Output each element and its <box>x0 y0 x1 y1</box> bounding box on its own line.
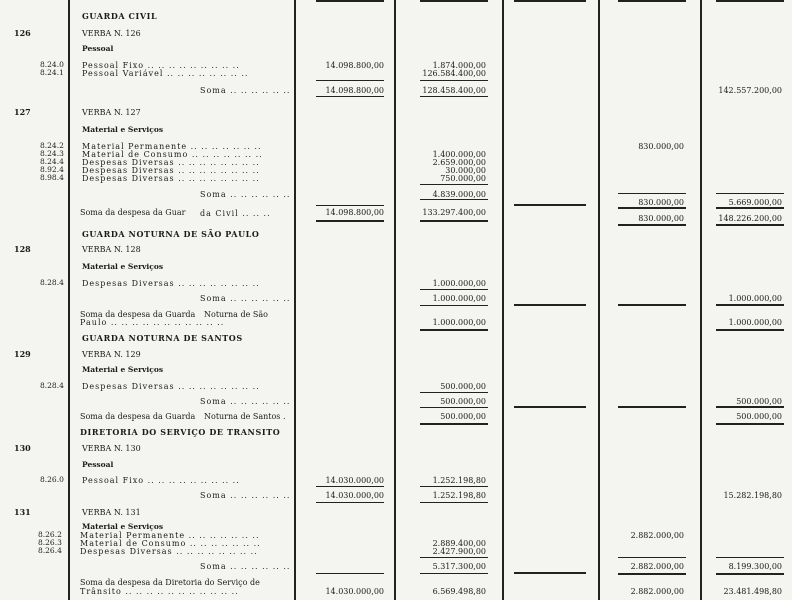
total-col1: 14.098.800,00 <box>325 208 384 217</box>
soma-label: Soma .. .. .. .. .. .. <box>200 491 291 500</box>
value-col2: 30.000,00 <box>445 166 486 175</box>
verba-label: VERBA N. 127 <box>82 108 141 117</box>
soma-col2: 4.839.000,00 <box>432 190 486 199</box>
value-col1: 14.030.000,00 <box>325 476 384 485</box>
soma-col2: 1.252.198,80 <box>432 491 486 500</box>
soma-label: Soma .. .. .. .. .. .. <box>200 294 291 303</box>
total-rule <box>716 406 784 408</box>
item-label: Despesas Diversas .. .. .. .. .. .. .. .. <box>82 382 260 391</box>
sum-rule <box>420 573 488 574</box>
total-col6: 1.000.000,00 <box>728 318 782 327</box>
total-label: Trânsito .. .. .. .. .. .. .. .. .. .. .. <box>80 587 239 596</box>
total-rule <box>514 406 586 408</box>
column-divider <box>68 0 70 600</box>
section-number: 131 <box>14 507 31 517</box>
soma-label: Soma .. .. .. .. .. .. <box>200 190 291 199</box>
value-col2: 126.584.400,00 <box>422 69 486 78</box>
item-code: 8.26.0 <box>40 475 64 484</box>
value-col2: 1.000.000,00 <box>432 279 486 288</box>
soma-col6: 1.000.000,00 <box>728 294 782 303</box>
total-label: Soma da despesa da Guarda <box>80 310 196 319</box>
sum-rule <box>316 502 384 503</box>
item-label: Pessoal Variável .. .. .. .. .. .. .. .. <box>82 69 249 78</box>
verba-label: VERBA N. 129 <box>82 350 141 359</box>
sum-rule <box>420 486 488 487</box>
value-col2: 1.252.198,80 <box>432 476 486 485</box>
soma-col4: 2.882.000,00 <box>630 562 684 571</box>
item-label: Despesas Diversas .. .. .. .. .. .. .. .. <box>82 174 260 183</box>
item-code: 8.26.2 <box>38 530 62 539</box>
total-rule <box>716 207 784 209</box>
top-rule <box>514 0 586 2</box>
column-divider <box>598 0 600 600</box>
total-col6: 500.000,00 <box>736 412 782 421</box>
verba-label: VERBA N. 126 <box>82 29 141 38</box>
verba-label: VERBA N. 130 <box>82 444 141 453</box>
total-label: Soma da despesa da Guarda <box>80 412 196 421</box>
soma-col6: 8.199.300,00 <box>728 562 782 571</box>
soma-col1: 14.098.800,00 <box>325 86 384 95</box>
sum-rule <box>420 392 488 393</box>
column-divider <box>502 0 504 600</box>
soma-col4: 830.000,00 <box>638 198 684 207</box>
section-number: 130 <box>14 443 31 453</box>
item-code: 8.26.4 <box>38 546 62 555</box>
total-rule <box>618 207 686 209</box>
total-label: Noturna de São <box>204 310 268 319</box>
sum-rule <box>716 193 784 194</box>
total-label: Noturna de Santos . <box>204 412 286 421</box>
soma-col2: 500.000,00 <box>440 397 486 406</box>
sum-rule <box>420 80 488 81</box>
total-rule <box>618 573 686 575</box>
item-label: Despesas Diversas .. .. .. .. .. .. .. .. <box>80 547 258 556</box>
sum-rule <box>420 502 488 503</box>
total-rule <box>420 423 488 425</box>
value-col2: 750.000,00 <box>440 174 486 183</box>
subheading: Pessoal <box>82 44 114 53</box>
item-label: Pessoal Fixo .. .. .. .. .. .. .. .. .. <box>82 61 240 70</box>
sum-rule <box>618 193 686 194</box>
total-col6: 148.226.200,00 <box>718 214 782 223</box>
section-heading: GUARDA NOTURNA DE SÃO PAULO <box>82 229 260 239</box>
item-label: Pessoal Fixo .. .. .. .. .. .. .. .. .. <box>82 476 240 485</box>
soma-col1: 14.030.000,00 <box>325 491 384 500</box>
sum-rule <box>316 80 384 81</box>
soma-col2: 1.000.000,00 <box>432 294 486 303</box>
soma-col2: 128.458.400,00 <box>422 86 486 95</box>
total-rule <box>618 224 686 226</box>
value-col1: 14.098.800,00 <box>325 61 384 70</box>
item-code: 8.98.4 <box>40 173 64 182</box>
item-label: Material de Consumo .. .. .. .. .. .. .. <box>82 150 263 159</box>
sum-rule <box>316 205 384 206</box>
top-rule <box>716 0 784 2</box>
section-heading: GUARDA NOTURNA DE SANTOS <box>82 333 243 343</box>
value-col2: 1.874.000,00 <box>432 61 486 70</box>
item-code: 8.92.4 <box>40 165 64 174</box>
item-label: Material de Consumo .. .. .. .. .. .. .. <box>80 539 261 548</box>
total-rule <box>420 329 488 331</box>
item-code: 8.24.2 <box>40 141 64 150</box>
total-label: Soma da despesa da Guar <box>80 208 186 217</box>
total-rule <box>716 423 784 425</box>
item-code: 8.24.1 <box>40 68 64 77</box>
soma-col2: 5.317.300,00 <box>432 562 486 571</box>
total-rule <box>716 304 784 306</box>
total-col6: 23.481.498,80 <box>723 587 782 596</box>
value-col4: 830.000,00 <box>638 142 684 151</box>
total-rule <box>618 304 686 306</box>
item-code: 8.24.0 <box>40 60 64 69</box>
section-heading: GUARDA CIVIL <box>82 11 158 21</box>
top-rule <box>618 0 686 2</box>
sum-rule <box>420 96 488 97</box>
item-label: Material Permanente .. .. .. .. .. .. .. <box>80 531 260 540</box>
total-rule <box>618 406 686 408</box>
subheading: Material e Serviços <box>82 125 164 134</box>
total-rule <box>514 204 586 206</box>
sum-rule <box>316 573 384 574</box>
top-rule <box>316 0 384 2</box>
soma-col6: 5.669.000,00 <box>728 198 782 207</box>
total-col2: 500.000,00 <box>440 412 486 421</box>
sum-rule <box>420 289 488 290</box>
item-label: Despesas Diversas .. .. .. .. .. .. .. .. <box>82 166 260 175</box>
total-col4: 2.882.000,00 <box>630 587 684 596</box>
section-number: 126 <box>14 28 31 38</box>
soma-label: Soma .. .. .. .. .. .. <box>200 86 291 95</box>
sum-rule <box>420 305 488 306</box>
verba-label: VERBA N. 131 <box>82 508 141 517</box>
value-col2: 2.427.900,00 <box>432 547 486 556</box>
item-label: Despesas Diversas .. .. .. .. .. .. .. .. <box>82 158 260 167</box>
subheading: Material e Serviços <box>82 522 164 531</box>
value-col2: 2.889.400,00 <box>432 539 486 548</box>
item-code: 8.26.3 <box>38 538 62 547</box>
verba-label: VERBA N. 128 <box>82 245 141 254</box>
sum-rule <box>316 96 384 97</box>
sum-rule <box>420 184 488 185</box>
section-heading: DIRETORIA DO SERVIÇO DE TRANSITO <box>80 427 281 437</box>
section-number: 129 <box>14 349 31 359</box>
total-rule <box>716 573 784 575</box>
item-code: 8.28.4 <box>40 381 64 390</box>
column-divider <box>294 0 296 600</box>
value-col2: 1.400.000,00 <box>432 150 486 159</box>
total-rule <box>514 304 586 306</box>
total-rule <box>420 220 488 222</box>
item-code: 8.24.3 <box>40 149 64 158</box>
value-col2: 500.000,00 <box>440 382 486 391</box>
subheading: Material e Serviços <box>82 262 164 271</box>
total-col2: 1.000.000,00 <box>432 318 486 327</box>
item-code: 8.28.4 <box>40 278 64 287</box>
total-col2: 6.569.498,80 <box>432 587 486 596</box>
sum-rule <box>420 407 488 408</box>
top-rule <box>420 0 488 2</box>
total-col4: 830.000,00 <box>638 214 684 223</box>
item-label: Despesas Diversas .. .. .. .. .. .. .. .. <box>82 279 260 288</box>
total-rule <box>716 224 784 226</box>
sum-rule <box>420 557 488 558</box>
total-label: Paulo .. .. .. .. .. .. .. .. .. .. .. <box>80 318 225 327</box>
total-col2: 133.297.400,00 <box>422 208 486 217</box>
sum-rule <box>716 557 784 558</box>
soma-col6: 142.557.200,00 <box>718 86 782 95</box>
soma-label: Soma .. .. .. .. .. .. <box>200 562 291 571</box>
subheading: Material e Serviços <box>82 365 164 374</box>
soma-col6: 15.282.198,80 <box>723 491 782 500</box>
soma-col6: 500.000,00 <box>736 397 782 406</box>
section-number: 128 <box>14 244 31 254</box>
sum-rule <box>316 486 384 487</box>
total-rule <box>514 572 586 574</box>
total-label: da Civil .. .. .. <box>200 209 271 218</box>
item-label: Material Permanente .. .. .. .. .. .. .. <box>82 142 262 151</box>
soma-label: Soma .. .. .. .. .. .. <box>200 397 291 406</box>
sum-rule <box>420 199 488 200</box>
total-rule <box>716 329 784 331</box>
column-divider <box>394 0 396 600</box>
value-col2: 2.659.000,00 <box>432 158 486 167</box>
total-rule <box>316 220 384 222</box>
total-label: Soma da despesa da Diretoria do Serviço de <box>80 578 260 587</box>
section-number: 127 <box>14 107 31 117</box>
item-code: 8.24.4 <box>40 157 64 166</box>
subheading: Pessoal <box>82 460 114 469</box>
total-col1: 14.030.000,00 <box>325 587 384 596</box>
sum-rule <box>618 557 686 558</box>
value-col4: 2.882.000,00 <box>630 531 684 540</box>
